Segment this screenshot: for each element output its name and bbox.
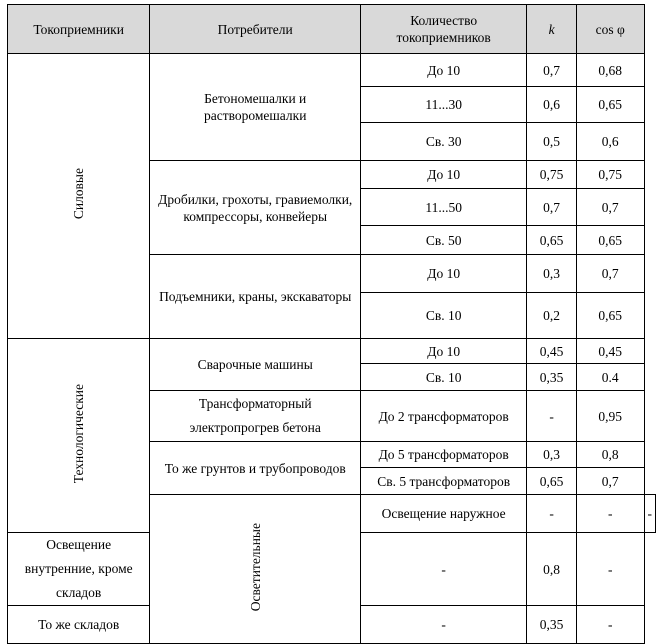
k-cell: 0,65 bbox=[527, 468, 577, 495]
k-cell: 0,75 bbox=[527, 161, 577, 189]
consumer-cell: Сварочные машины bbox=[150, 339, 361, 391]
table-row bbox=[8, 54, 656, 87]
k-cell: 0,65 bbox=[527, 226, 577, 255]
count-cell: - bbox=[361, 606, 527, 644]
cos-cell: 0,6 bbox=[576, 123, 644, 161]
group-label: Осветительные bbox=[247, 522, 263, 612]
k-cell: - bbox=[576, 495, 644, 533]
cos-cell: 0,7 bbox=[576, 468, 644, 495]
k-cell: 0,8 bbox=[527, 533, 577, 606]
cos-cell: 0,8 bbox=[576, 442, 644, 468]
count-cell: Св. 10 bbox=[361, 293, 527, 339]
header-k: k bbox=[527, 5, 577, 54]
group-cell bbox=[150, 495, 361, 644]
k-cell: 0,5 bbox=[527, 123, 577, 161]
consumer-cell: Трансформаторный электропрогрев бетона bbox=[150, 391, 361, 442]
consumer-cell: Освещение наружное bbox=[361, 495, 527, 533]
consumer-cell: Дробилки, грохоты, гравиемолки, компрессоры, конвейеры bbox=[150, 161, 361, 255]
cos-cell: - bbox=[644, 495, 656, 533]
cos-cell: 0,95 bbox=[576, 391, 644, 442]
cos-cell: 0,7 bbox=[576, 255, 644, 293]
k-cell: 0,35 bbox=[527, 606, 577, 644]
count-cell: - bbox=[361, 533, 527, 606]
k-cell: 0,2 bbox=[527, 293, 577, 339]
group-cell bbox=[8, 54, 150, 339]
header-row bbox=[8, 5, 656, 54]
count-cell: Св. 5 трансформаторов bbox=[361, 468, 527, 495]
k-cell: 0,3 bbox=[527, 255, 577, 293]
cos-cell: - bbox=[576, 606, 644, 644]
document-page bbox=[7, 4, 656, 644]
consumer-cell: Подъемники, краны, экскаваторы bbox=[150, 255, 361, 339]
header-receivers: Токоприемники bbox=[8, 5, 150, 54]
consumer-cell: То же складов bbox=[8, 606, 150, 644]
cos-cell: - bbox=[576, 533, 644, 606]
group-label: Технологические bbox=[71, 383, 87, 484]
consumer-cell: Освещение внутренние, кроме складов bbox=[8, 533, 150, 606]
count-cell: 11...50 bbox=[361, 189, 527, 226]
count-cell: Св. 10 bbox=[361, 364, 527, 391]
count-cell: До 10 bbox=[361, 161, 527, 189]
count-cell: До 10 bbox=[361, 339, 527, 364]
count-cell: До 10 bbox=[361, 255, 527, 293]
group-label: Силовые bbox=[71, 168, 87, 220]
count-cell: До 2 трансформаторов bbox=[361, 391, 527, 442]
k-cell: 0,3 bbox=[527, 442, 577, 468]
cos-cell: 0,75 bbox=[576, 161, 644, 189]
group-cell bbox=[8, 339, 150, 533]
cos-cell: 0,45 bbox=[576, 339, 644, 364]
consumer-cell: Бетономешалки и растворомешалки bbox=[150, 54, 361, 161]
cos-cell: 0,65 bbox=[576, 293, 644, 339]
cos-cell: 0.4 bbox=[576, 364, 644, 391]
header-count: Количество токоприемников bbox=[361, 5, 527, 54]
header-cos: cos φ bbox=[576, 5, 644, 54]
count-cell: 11...30 bbox=[361, 87, 527, 123]
k-cell: 0,7 bbox=[527, 54, 577, 87]
count-cell: Св. 50 bbox=[361, 226, 527, 255]
k-cell: 0,7 bbox=[527, 189, 577, 226]
cos-cell: 0,65 bbox=[576, 226, 644, 255]
table-row bbox=[8, 339, 656, 364]
count-cell: - bbox=[527, 495, 577, 533]
consumer-cell: То же грунтов и трубопроводов bbox=[150, 442, 361, 495]
count-cell: Св. 30 bbox=[361, 123, 527, 161]
consumers-table bbox=[7, 4, 656, 644]
cos-cell: 0,68 bbox=[576, 54, 644, 87]
k-cell: - bbox=[527, 391, 577, 442]
cos-cell: 0,7 bbox=[576, 189, 644, 226]
count-cell: До 5 трансформаторов bbox=[361, 442, 527, 468]
k-cell: 0,35 bbox=[527, 364, 577, 391]
header-consumers: Потребители bbox=[150, 5, 361, 54]
k-cell: 0,6 bbox=[527, 87, 577, 123]
cos-cell: 0,65 bbox=[576, 87, 644, 123]
count-cell: До 10 bbox=[361, 54, 527, 87]
k-cell: 0,45 bbox=[527, 339, 577, 364]
